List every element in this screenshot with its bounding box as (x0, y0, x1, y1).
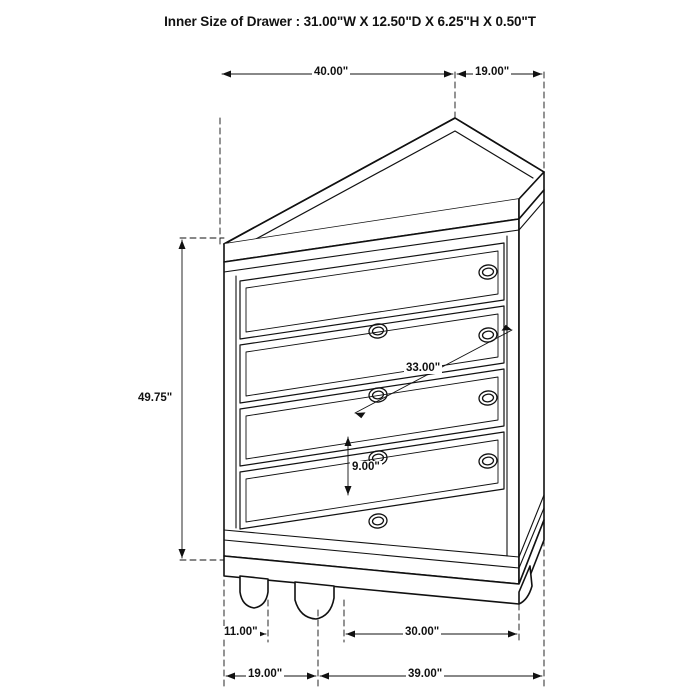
dimension-label-base-width: 39.00" (408, 668, 443, 680)
dimension-label-overall-height: 49.75" (138, 392, 173, 404)
dimension-label-top-width: 40.00" (314, 66, 349, 78)
dimension-label-base-depth: 19.00" (248, 668, 283, 680)
page-title: Inner Size of Drawer : 31.00"W X 12.50"D X 6.25"H X 0.50"T (164, 14, 536, 29)
dimension-label-drawer-height: 9.00" (352, 461, 380, 473)
dimension-label-foot-depth: 11.00" (224, 626, 258, 638)
dimension-label-drawer-width: 33.00" (406, 362, 441, 374)
dimension-label-top-depth: 19.00" (475, 66, 510, 78)
dimension-label-front-width-inner: 30.00" (405, 626, 440, 638)
